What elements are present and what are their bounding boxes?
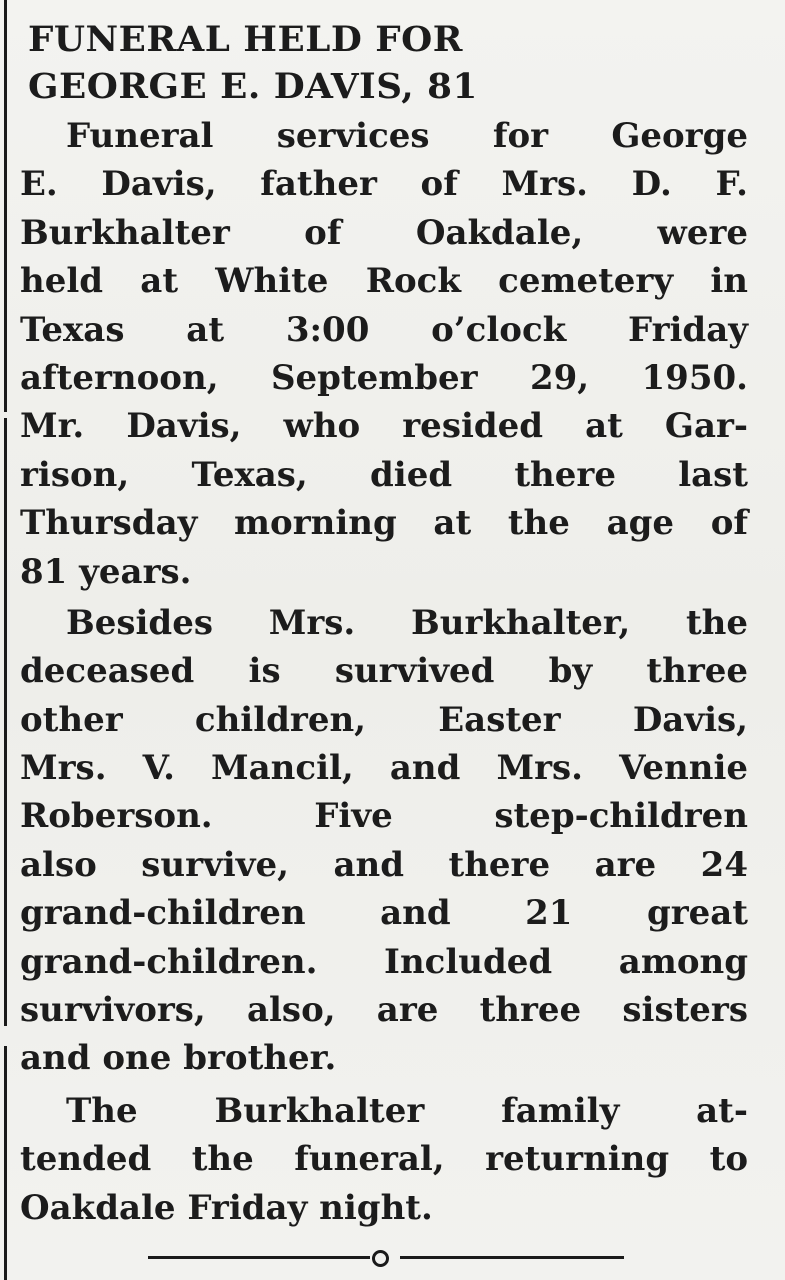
text-line: deceased is survived by three bbox=[20, 651, 748, 692]
text-line: survivors, also, are three sisters bbox=[20, 990, 748, 1031]
text-line: rison, Texas, died there last bbox=[20, 454, 748, 495]
text-line: Oakdale Friday night. bbox=[20, 1187, 433, 1228]
article-paragraph bbox=[20, 1087, 748, 1232]
text-line: also survive, and there are 24 bbox=[20, 844, 748, 885]
text-line: E. Davis, father of Mrs. D. F. bbox=[20, 164, 748, 205]
text-line: grand-children and 21 great bbox=[20, 893, 748, 934]
text-line: Roberson. Five step-children bbox=[20, 796, 748, 837]
headline-line: GEORGE E. DAVIS, 81 bbox=[28, 66, 478, 107]
headline-line: FUNERAL HELD FOR bbox=[28, 19, 463, 60]
article-paragraph bbox=[20, 599, 748, 1083]
text-line: grand-children. Included among bbox=[20, 941, 748, 982]
column-rule bbox=[4, 0, 7, 412]
text-line: and one brother. bbox=[20, 1038, 337, 1079]
text-line: afternoon, September 29, 1950. bbox=[20, 357, 748, 398]
text-line: held at White Rock cemetery in bbox=[20, 261, 748, 302]
text-line: 81 years. bbox=[20, 551, 192, 592]
divider-line bbox=[148, 1256, 370, 1259]
article-headline bbox=[28, 16, 762, 110]
text-line: other children, Easter Davis, bbox=[20, 699, 748, 740]
text-line: The Burkhalter family at- bbox=[66, 1090, 748, 1131]
text-line: Thursday morning at the age of bbox=[20, 503, 748, 544]
text-line: Besides Mrs. Burkhalter, the bbox=[66, 602, 748, 643]
text-line: Mrs. V. Mancil, and Mrs. Vennie bbox=[20, 748, 748, 789]
text-line: Burkhalter of Oakdale, were bbox=[20, 212, 748, 253]
article bbox=[20, 0, 748, 1232]
column-rule bbox=[4, 418, 7, 1026]
line-circle-divider-icon bbox=[148, 1247, 624, 1267]
column-rule bbox=[4, 1046, 7, 1280]
text-line: Texas at 3:00 o’clock Friday bbox=[20, 309, 748, 350]
text-line: tended the funeral, returning to bbox=[20, 1139, 748, 1180]
article-paragraph bbox=[20, 112, 748, 596]
text-line: Mr. Davis, who resided at Gar- bbox=[20, 406, 748, 447]
divider-circle bbox=[372, 1250, 389, 1267]
divider-line bbox=[400, 1256, 624, 1259]
text-line: Funeral services for George bbox=[66, 116, 748, 156]
